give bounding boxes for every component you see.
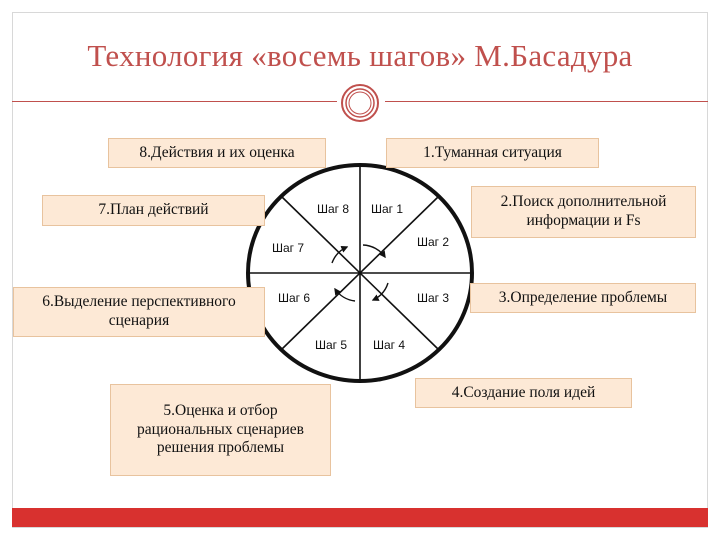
step-box-1: 1.Туманная ситуация [386, 138, 599, 168]
slide-title: Технология «восемь шагов» М.Басадура [87, 38, 633, 73]
eight-steps-wheel [245, 163, 475, 388]
wheel-segment-label-2: Шаг 2 [416, 235, 450, 249]
wheel-segment-label-5: Шаг 5 [314, 338, 348, 352]
step-box-6: 6.Выделение перспективного сценария [13, 287, 265, 337]
circle-ornament-icon [339, 82, 381, 124]
wheel-segment-label-4: Шаг 4 [372, 338, 406, 352]
step-box-4: 4.Создание поля идей [415, 378, 632, 408]
footer-bar [12, 508, 708, 527]
step-box-7: 7.План действий [42, 195, 265, 226]
wheel-segment-label-7: Шаг 7 [271, 241, 305, 255]
step-box-8: 8.Действия и их оценка [108, 138, 326, 168]
step-box-5: 5.Оценка и отбор рациональных сценариев решения проблемы [110, 384, 331, 476]
step-box-2: 2.Поиск дополнительной информации и Fs [471, 186, 696, 238]
wheel-segment-label-3: Шаг 3 [416, 291, 450, 305]
wheel-segment-label-8: Шаг 8 [316, 202, 350, 216]
title-divider-left [12, 101, 337, 102]
step-box-3: 3.Определение проблемы [470, 283, 696, 313]
wheel-segment-label-6: Шаг 6 [277, 291, 311, 305]
title-divider-right [385, 101, 708, 102]
wheel-segment-label-1: Шаг 1 [370, 202, 404, 216]
